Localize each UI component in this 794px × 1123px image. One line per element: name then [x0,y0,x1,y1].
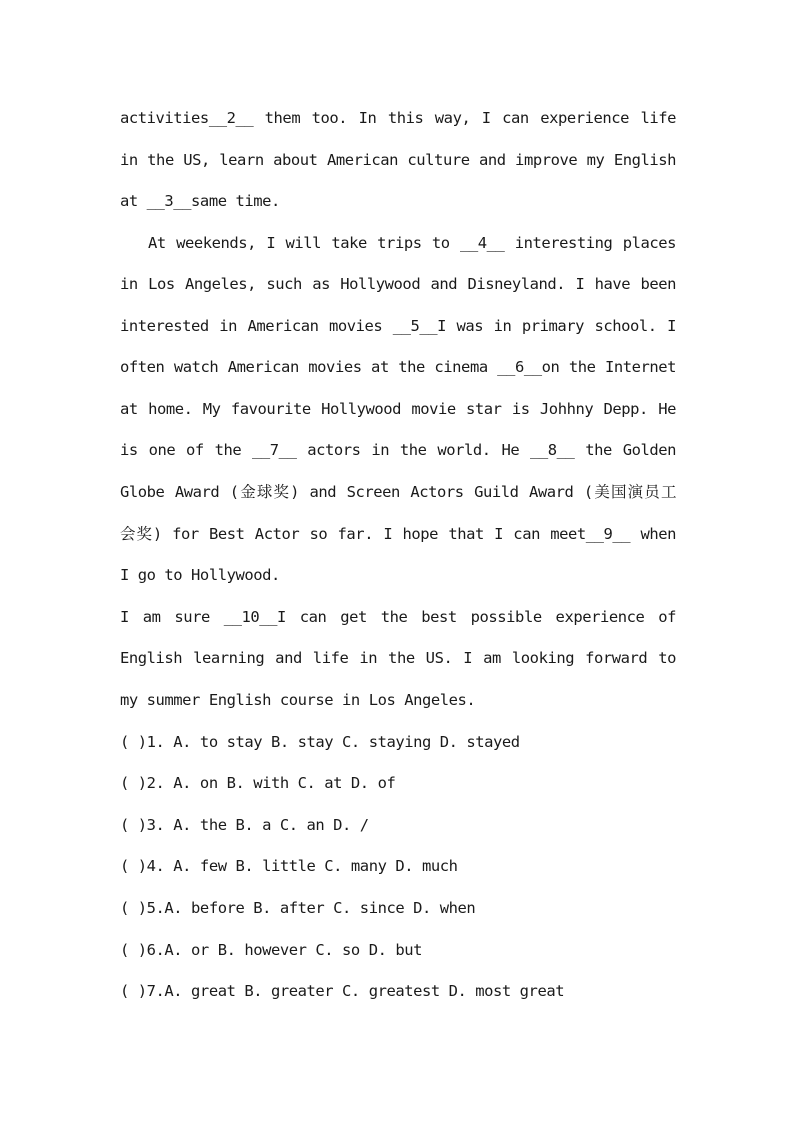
passage-line: at __3__same time. [120,192,280,210]
passage-line: in Los Angeles, such as Hollywood and Disneyland. I have been [120,275,676,293]
passage-line: my summer English course in Los Angeles. [120,691,476,709]
passage-line: I go to Hollywood. [120,566,280,584]
question-3: ( )3. A. the B. a C. an D. / [120,816,369,834]
passage-line: At weekends, I will take trips to __4__ interesting places [148,234,676,252]
question-6: ( )6.A. or B. however C. so D. but [120,941,422,959]
passage-line: interested in American movies __5__I was in primary school. I [120,317,676,335]
passage-line: English learning and life in the US. I am looking forward to [120,649,676,667]
question-4: ( )4. A. few B. little C. many D. much [120,857,458,875]
question-7: ( )7.A. great B. greater C. greatest D. most great [120,982,565,1000]
question-2: ( )2. A. on B. with C. at D. of [120,774,396,792]
passage-line: at home. My favourite Hollywood movie star is Johhny Depp. He [120,400,676,418]
question-5: ( )5.A. before B. after C. since D. when [120,899,476,917]
passage-line: is one of the __7__ actors in the world. He __8__ the Golden [120,441,676,459]
passage-line: I am sure __10__I can get the best possible experience of [120,608,676,626]
passage-line: 会奖) for Best Actor so far. I hope that I can meet__9__ when [120,525,676,543]
passage-line: in the US, learn about American culture and improve my English [120,151,676,169]
passage-line: activities__2__ them too. In this way, I can experience life [120,109,676,127]
question-1: ( )1. A. to stay B. stay C. staying D. stayed [120,733,520,751]
passage-line: Globe Award (金球奖) and Screen Actors Guild Award (美国演员工 [120,483,676,501]
passage-line: often watch American movies at the cinema __6__on the Internet [120,358,676,376]
